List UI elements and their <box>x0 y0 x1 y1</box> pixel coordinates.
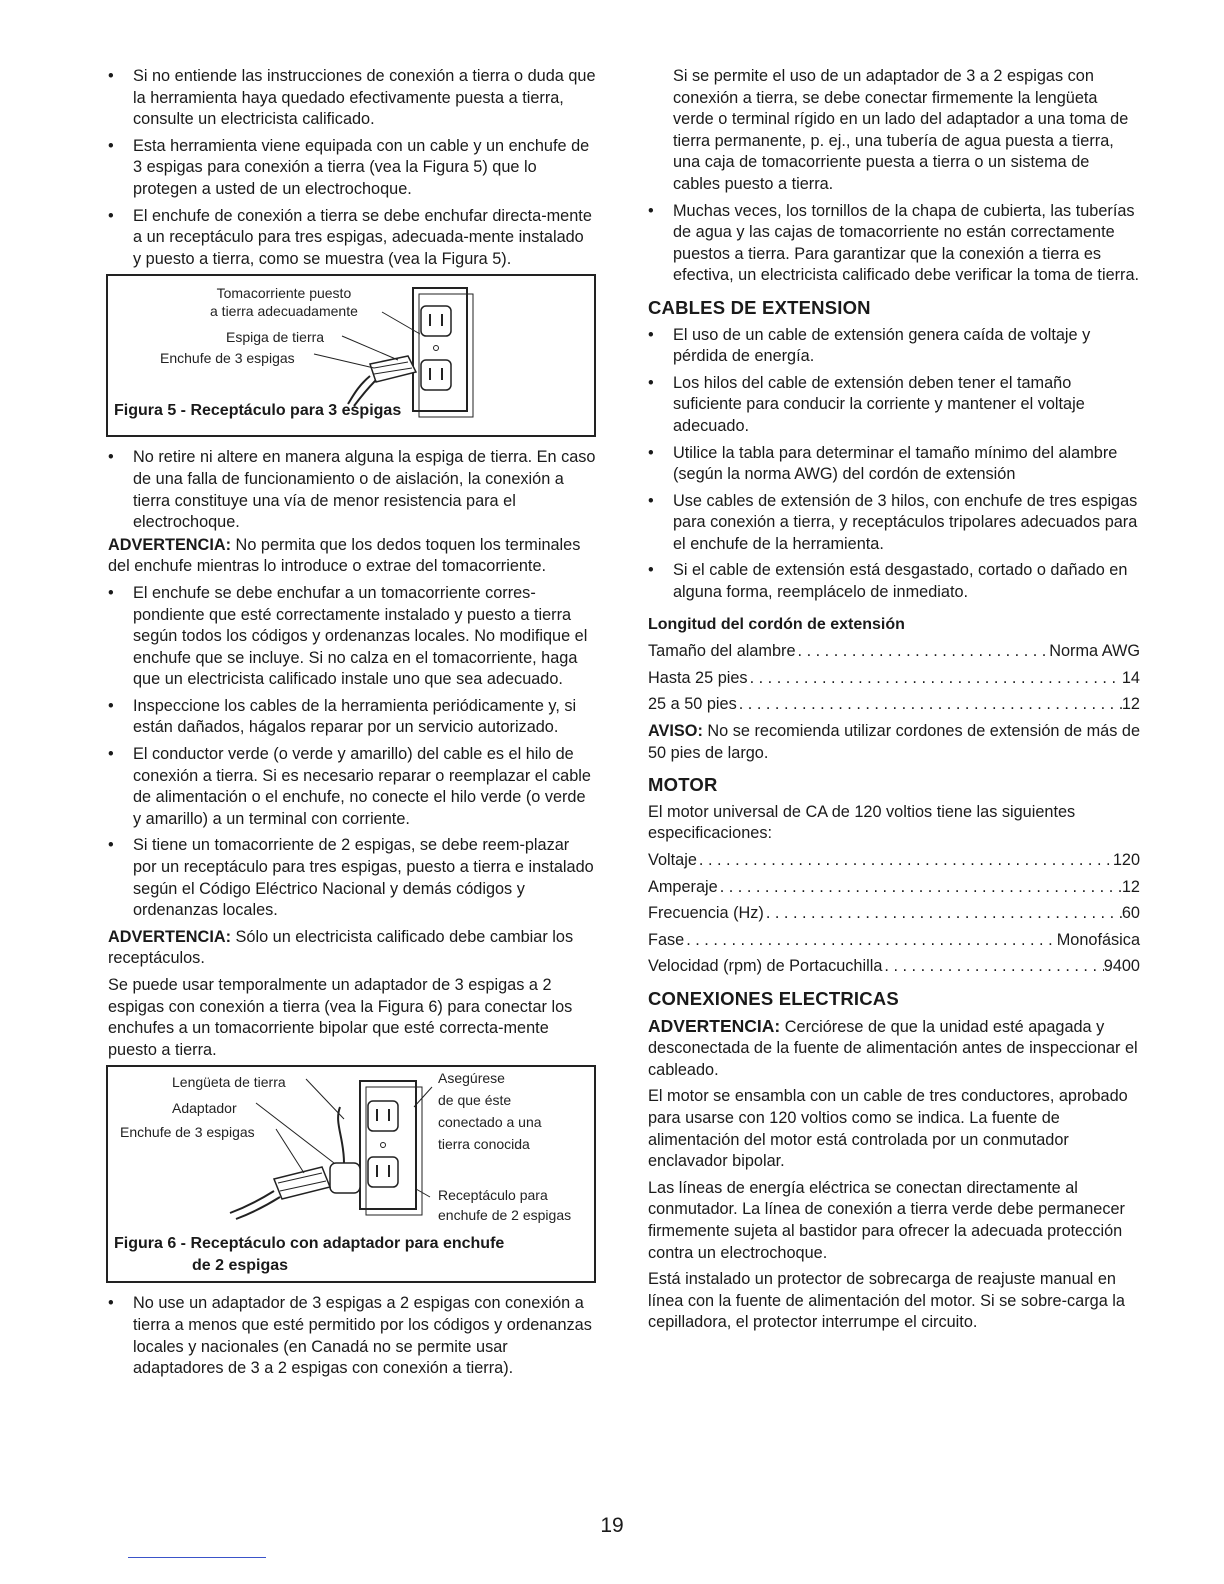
table-row <box>648 641 1140 663</box>
ground-tab-label: Lengüeta de tierra <box>172 1074 286 1091</box>
right-column <box>648 66 1140 1339</box>
list-item: • Los hilos del cable de extensión deben tener el tamaño suficiente para conducir la corriente y mantener el voltaje adecuado. <box>648 373 1140 438</box>
list-item: • Esta herramienta viene equipada con un cable y un enchufe de 3 espigas para conexión a tierra (vea la Figura 5) que lo protegen a usted de un electrochoque. <box>108 136 596 201</box>
list-item: • No use un adaptador de 3 espigas a 2 espigas con conexión a tierra a menos que esté permitido por los códigos y ordenanzas locales y nacionales (en Canadá no se permite usar adaptadores de 3 a 2 espigas con conexión a tierra). <box>108 1293 596 1379</box>
table-row <box>648 930 1140 952</box>
warning-paragraph <box>108 535 596 578</box>
row-label: Amperaje <box>648 877 718 896</box>
table-row <box>648 877 1140 899</box>
figure-caption: Figura 6 - Receptáculo con adaptador para enchufe <box>114 1235 505 1253</box>
paragraph: Las líneas de energía eléctrica se conectan directamente al conmutador. La línea de conexión a tierra verde debe permanecer firmemente sujeta al bastidor para ofrecer la adecuada protección contra un electrochoque. <box>648 1178 1125 1262</box>
notice-label: AVISO: <box>648 722 703 741</box>
notice-paragraph <box>648 721 1140 764</box>
row-label: Velocidad (rpm) de Portacuchilla <box>648 957 883 976</box>
paragraph: El motor se ensambla con un cable de tres conductores, aprobado para usarse con 120 voltios como se indica. La fuente de alimentación del motor está controlada por un conmutador enclavador bipolar. <box>648 1087 1128 1171</box>
list-item: • Utilice la tabla para determinar el tamaño mínimo del alambre (según la norma AWG) del cordón de extensión <box>648 443 1140 486</box>
row-value: 60 <box>1121 904 1140 923</box>
figure-6 <box>106 1065 596 1283</box>
list-item: • El uso de un cable de extensión genera caída de voltaje y pérdida de energía. <box>648 325 1140 368</box>
adapter-label: Adaptador <box>172 1100 237 1117</box>
list-item: • Use cables de extensión de 3 hilos, con enchufe de tres espigas para conexión a tierra, y receptáculos tripolares adecuados para el enchufe de la herramienta. <box>648 491 1140 556</box>
row-label: Tamaño del alambre <box>648 642 796 661</box>
bullet-list <box>648 325 1140 604</box>
row-value: 12 <box>1121 695 1140 714</box>
list-item: • El enchufe de conexión a tierra se debe enchufar directa-mente a un receptáculo para tres espigas, adecuada-mente instalado y puesto a tierra, como se muestra (vea la Figura 5). <box>108 206 596 271</box>
bullet-list <box>648 201 1140 287</box>
bullet-list <box>108 66 596 270</box>
adapter-intro-paragraph: Si se permite el uso de un adaptador de 3 a 2 espigas con conexión a tierra, se debe conectar firmemente la lengüeta verde o terminal rígido en un lado del adaptador a una toma de tierra permanente, p. ej., una tubería de agua puesta a tierra, una caja de tomacorriente puesta a tierra o un sistema de cables puesto a tierra. <box>673 67 1129 193</box>
table-row <box>648 668 1140 690</box>
left-column <box>108 66 596 1385</box>
warning-label: ADVERTENCIA: <box>108 927 232 946</box>
row-label: Fase <box>648 930 685 949</box>
section-heading-electrical: CONEXIONES ELECTRICAS <box>648 987 899 1009</box>
table-row <box>648 903 1140 925</box>
ground-pin-label: Espiga de tierra <box>226 329 325 346</box>
footer-rule <box>128 1557 266 1558</box>
table-row <box>648 694 1140 716</box>
list-item: • Inspeccione los cables de la herramienta periódicamente y, si están dañados, hágalos reparar por un servicio autorizado. <box>108 696 596 739</box>
warning-label: ADVERTENCIA: <box>108 535 232 554</box>
list-item: • El conductor verde (o verde y amarillo) del cable es el hilo de conexión a tierra. Si es necesario reparar o reemplazar el cable de alimentación o el enchufe, no conecte el hilo verde (o verde y amarillo) a un terminal con corriente. <box>108 744 596 830</box>
section-heading-extension: CABLES DE EXTENSION <box>648 296 871 318</box>
bullet-list <box>108 447 596 533</box>
row-label: Voltaje <box>648 851 697 869</box>
bullet-list <box>108 1293 596 1379</box>
receptacle-label: Receptáculo para enchufe de 2 espigas <box>438 1187 572 1224</box>
section-heading-motor: MOTOR <box>648 774 718 796</box>
list-item: • El enchufe se debe enchufar a un tomacorriente corres-pondiente que esté correctamente instalado y puesto a tierra según todos los códigos y ordenanzas locales. No modifique el enchufe que se incluye. Si no calza en el tomacorriente, haga que un electricista calificado instale uno que sea adecuado. <box>108 583 596 691</box>
length-table <box>648 641 1140 716</box>
outlet-label: Tomacorriente puesto a tierra adecuadamente <box>210 285 358 320</box>
warning-paragraph <box>108 927 596 970</box>
table-row <box>648 850 1140 872</box>
row-label: Frecuencia (Hz) <box>648 904 764 923</box>
ensure-ground-label: Asegúrese de que éste conectado a una tierra conocida <box>438 1070 542 1153</box>
motor-specs-table <box>648 850 1140 978</box>
list-item: • Si no entiende las instrucciones de conexión a tierra o duda que la herramienta haya quedado efectivamente puesta a tierra, consulte un electricista calificado. <box>108 66 596 131</box>
list-item: • Si el cable de extensión está desgastado, cortado o dañado en alguna forma, reemplácelo de inmediato. <box>648 560 1140 603</box>
page-number: 19 <box>600 1514 624 1537</box>
warning-text: Cerciórese de que la unidad esté apagada y desconectada de la fuente de alimentación antes de inspeccionar el cableado. <box>648 1017 1138 1079</box>
figure-caption-line2: de 2 espigas <box>192 1257 289 1275</box>
plug-label: Enchufe de 3 espigas <box>160 350 295 367</box>
row-label: 25 a 50 pies <box>648 695 737 714</box>
bullet-list <box>108 583 596 922</box>
figure-5 <box>106 274 596 437</box>
notice-text: No se recomienda utilizar cordones de extensión de más de 50 pies de largo. <box>648 722 1141 762</box>
warning-paragraph <box>648 1016 1140 1082</box>
row-value: 9400 <box>1103 957 1140 976</box>
motor-intro: El motor universal de CA de 120 voltios tiene las siguientes especificaciones: <box>648 802 1076 843</box>
row-label: Hasta 25 pies <box>648 668 748 687</box>
warning-text: No permita que los dedos toquen los terminales del enchufe mientras lo introduce o extrae del tomacorriente. <box>108 535 581 576</box>
length-heading: Longitud del cordón de extensión <box>648 615 905 633</box>
plug-label: Enchufe de 3 espigas <box>120 1124 255 1141</box>
list-item: • Muchas veces, los tornillos de la chapa de cubierta, las tuberías de agua y las cajas de tomacorriente no están correctamente puestos a tierra. Para garantizar que la conexión a tierra es efectiva, un electricista calificado debe verificar la toma de tierra. <box>648 201 1140 287</box>
row-value: Monofásica <box>1056 930 1140 949</box>
figure-caption: Figura 5 - Receptáculo para 3 espigas <box>114 402 402 420</box>
list-item: • No retire ni altere en manera alguna la espiga de tierra. En caso de una falla de funcionamiento o de aislación, la conexión a tierra constituye una vía de menor resistencia para el electrochoque. <box>108 447 596 533</box>
warning-label: ADVERTENCIA: <box>648 1015 781 1036</box>
adapter-paragraph: Se puede usar temporalmente un adaptador de 3 espigas a 2 espigas con conexión a tierra (vea la Figura 6) para conectar los enchufes a un tomacorriente bipolar que esté correcta-mente puesto a tierra. <box>108 976 573 1059</box>
table-row <box>648 956 1140 978</box>
paragraph: Está instalado un protector de sobrecarga de reajuste manual en línea con la fuente de alimentación del motor. Si se sobre-carga la cepilladora, el protector interrumpe el circuito. <box>648 1270 1125 1332</box>
row-value: 120 <box>1112 851 1140 869</box>
row-value: 14 <box>1121 668 1140 687</box>
row-value: Norma AWG <box>1049 642 1140 661</box>
list-item: • Si tiene un tomacorriente de 2 espigas, se debe reem-plazar por un receptáculo para tres espigas, puesto a tierra e instalado según el Código Eléctrico Nacional y demás códigos y ordenanzas locales. <box>108 835 596 921</box>
warning-text: Sólo un electricista calificado debe cambiar los receptáculos. <box>108 927 574 968</box>
row-value: 12 <box>1121 877 1140 896</box>
